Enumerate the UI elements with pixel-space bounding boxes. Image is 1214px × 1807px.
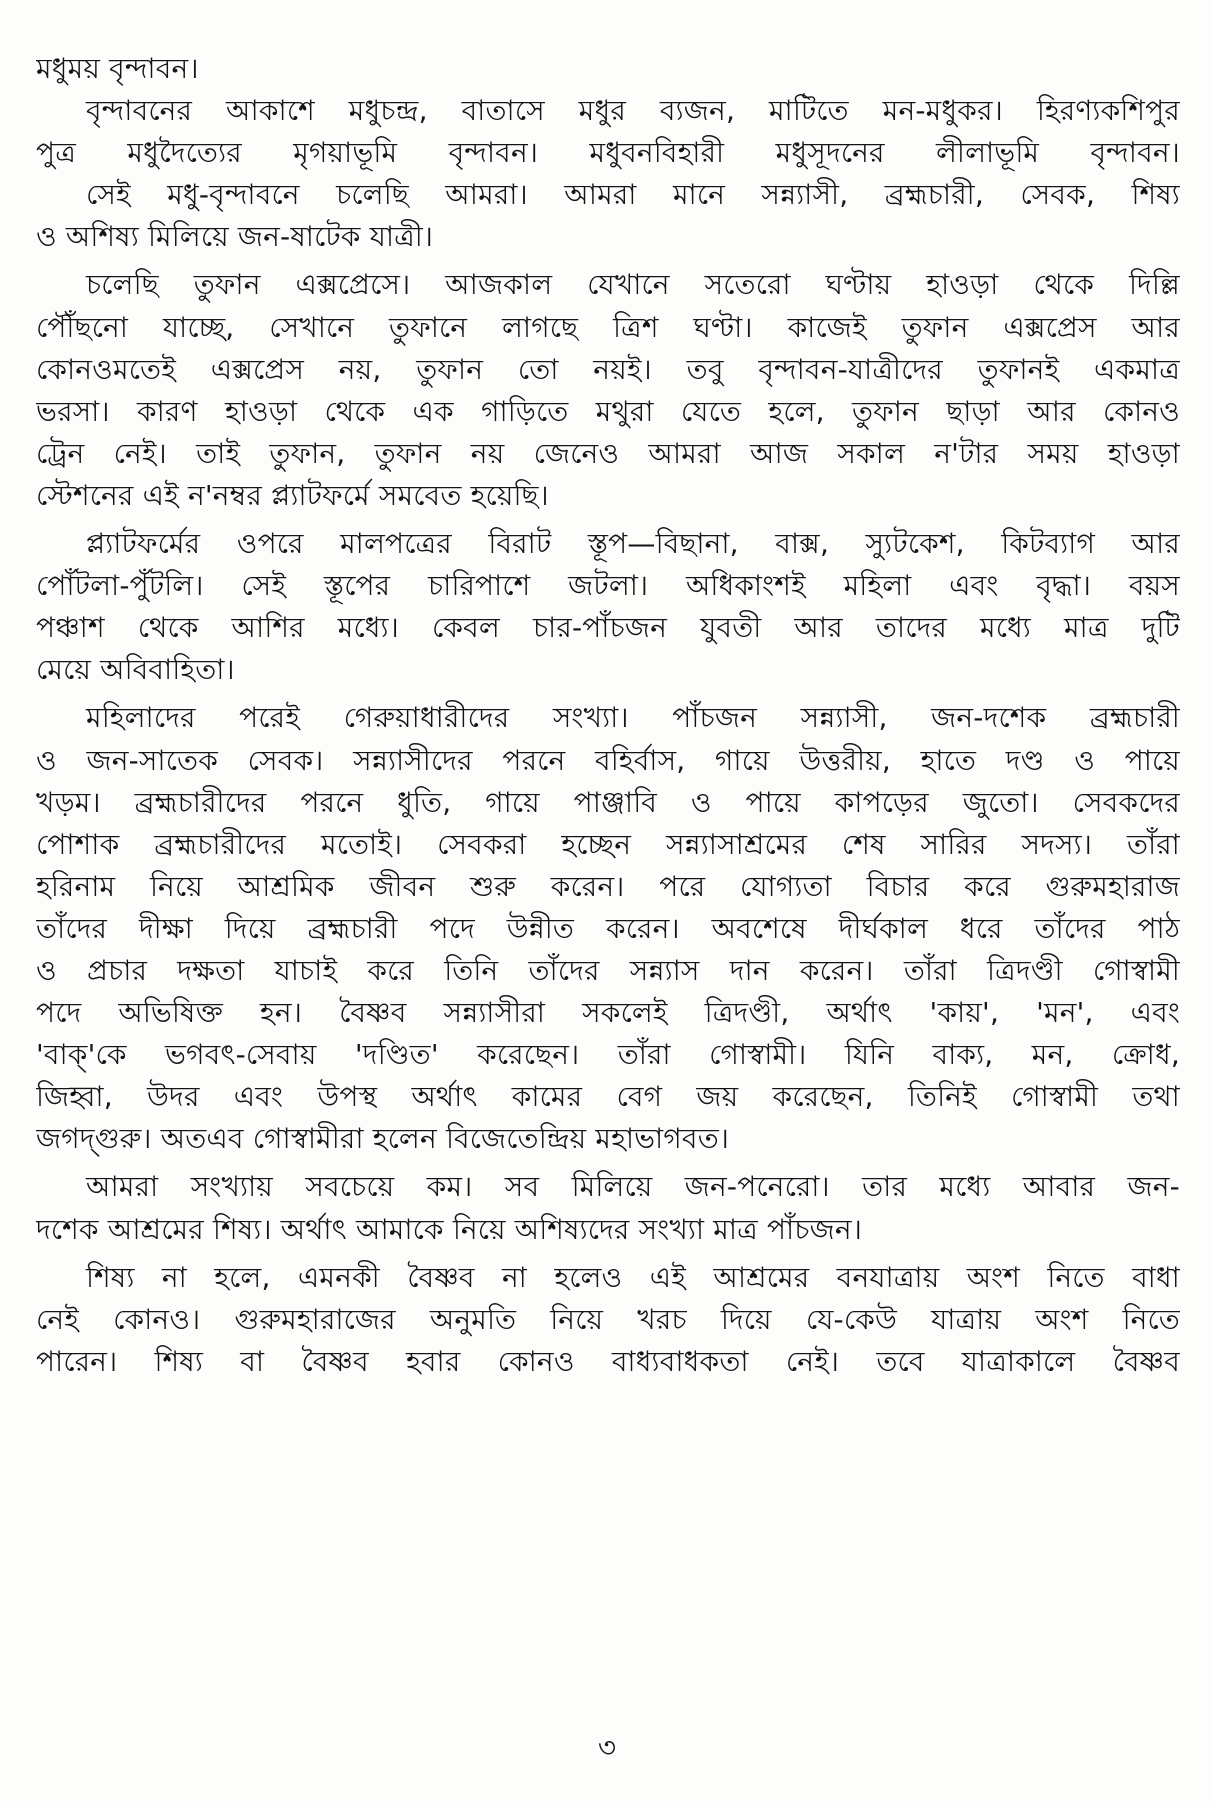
text-line: আমরা সংখ্যায় সবচেয়ে কম। সব মিলিয়ে জন-পনেরো। তার মধ্যে আবার জন- (86, 1170, 1180, 1204)
text-line: নেই কোনও। গুরুমহারাজের অনুমতি নিয়ে খরচ দিয়ে যে-কেউ যাত্রায় অংশ নিতে (36, 1302, 1180, 1336)
text-line: পদে অভিষিক্ত হন। বৈষ্ণব সন্ন্যাসীরা সকলেই ত্রিদণ্ডী, অর্থাৎ 'কায়', 'মন', এবং (36, 996, 1180, 1030)
text-line: মধুময় বৃন্দাবন। (36, 52, 199, 85)
text-line: প্ল্যাটফর্মের ওপরে মালপত্রের বিরাট স্তূপ—বিছানা, বাক্স, স্যুটকেশ, কিটব্যাগ আর (86, 527, 1180, 561)
text-line: ও জন-সাতেক সেবক। সন্ন্যাসীদের পরনে বহির্বাস, গায়ে উত্তরীয়, হাতে দণ্ড ও পায়ে (36, 743, 1180, 777)
text-line: চলেছি তুফান এক্সপ্রেসে। আজকাল যেখানে সতেরো ঘণ্টায় হাওড়া থেকে দিল্লি (86, 268, 1180, 302)
text-line: পঞ্চাশ থেকে আশির মধ্যে। কেবল চার-পাঁচজন যুবতী আর তাদের মধ্যে মাত্র দুটি (36, 611, 1180, 645)
page-number: ৩ (597, 1731, 617, 1764)
text-line: সেই মধু-বৃন্দাবনে চলেছি আমরা। আমরা মানে সন্ন্যাসী, ব্রহ্মচারী, সেবক, শিষ্য (86, 178, 1180, 212)
text-line: দশেক আশ্রমের শিষ্য। অর্থাৎ আমাকে নিয়ে অশিষ্যদের সংখ্যা মাত্র পাঁচজন। (36, 1212, 863, 1246)
text-line: পারেন। শিষ্য বা বৈষ্ণব হবার কোনও বাধ্যবাধকতা নেই। তবে যাত্রাকালে বৈষ্ণব (36, 1344, 1180, 1378)
text-line: কোনওমতেই এক্সপ্রেস নয়, তুফান তো নয়ই। তবু বৃন্দাবন-যাত্রীদের তুফানই একমাত্র (36, 352, 1180, 386)
text-line: পোশাক ব্রহ্মচারীদের মতোই। সেবকরা হচ্ছেন সন্ন্যাসাশ্রমের শেষ সারির সদস্য। তাঁরা (36, 827, 1180, 861)
text-line: মহিলাদের পরেই গেরুয়াধারীদের সংখ্যা। পাঁচজন সন্ন্যাসী, জন-দশেক ব্রহ্মচারী (86, 701, 1180, 735)
text-line: জগদ্গুরু। অতএব গোস্বামীরা হলেন বিজেতেন্দ্রিয় মহাভাগবত। (36, 1122, 730, 1156)
text-line: খড়ম। ব্রহ্মচারীদের পরনে ধুতি, গায়ে পাঞ্জাবি ও পায়ে কাপড়ের জুতো। সেবকদের (36, 785, 1180, 819)
text-line: জিহ্বা, উদর এবং উপস্থ অর্থাৎ কামের বেগ জয় করেছেন, তিনিই গোস্বামী তথা (36, 1080, 1180, 1114)
text-line: পৌঁছনো যাচ্ছে, সেখানে তুফানে লাগছে ত্রিশ ঘণ্টা। কাজেই তুফান এক্সপ্রেস আর (36, 310, 1180, 344)
text-line: স্টেশনের এই ন'নম্বর প্ল্যাটফর্মে সমবেত হয়েছি। (36, 478, 549, 512)
text-line: মেয়ে অবিবাহিতা। (36, 653, 235, 687)
text-line: ও প্রচার দক্ষতা যাচাই করে তিনি তাঁদের সন্ন্যাস দান করেন। তাঁরা ত্রিদণ্ডী গোস্বামী (36, 953, 1180, 987)
text-line: ও অশিষ্য মিলিয়ে জন-ষাটেক যাত্রী। (36, 220, 434, 254)
text-line: তাঁদের দীক্ষা দিয়ে ব্রহ্মচারী পদে উন্নীত করেন। অবশেষে দীর্ঘকাল ধরে তাঁদের পাঠ (36, 911, 1180, 945)
text-line: ভরসা। কারণ হাওড়া থেকে এক গাড়িতে মথুরা যেতে হলে, তুফান ছাড়া আর কোনও (36, 394, 1180, 428)
text-line: ট্রেন নেই। তাই তুফান, তুফান নয় জেনেও আমরা আজ সকাল ন'টার সময় হাওড়া (36, 436, 1180, 470)
text-line: শিষ্য না হলে, এমনকী বৈষ্ণব না হলেও এই আশ্রমের বনযাত্রায় অংশ নিতে বাধা (86, 1260, 1180, 1294)
text-line: পুত্র মধুদৈত্যের মৃগয়াভূমি বৃন্দাবন। মধুবনবিহারী মধুসূদনের লীলাভূমি বৃন্দাবন। (36, 136, 1180, 170)
text-line: বৃন্দাবনের আকাশে মধুচন্দ্র, বাতাসে মধুর ব্যজন, মাটিতে মন-মধুকর। হিরণ্যকশিপুর (86, 94, 1180, 128)
text-line: 'বাক্'কে ভগবৎ-সেবায় 'দণ্ডিত' করেছেন। তাঁরা গোস্বামী। যিনি বাক্য, মন, ক্রোধ, (36, 1038, 1180, 1072)
text-line: পোঁটলা-পুঁটলি। সেই স্তূপের চারিপাশে জটলা। অধিকাংশই মহিলা এবং বৃদ্ধা। বয়স (36, 569, 1180, 603)
text-line: হরিনাম নিয়ে আশ্রমিক জীবন শুরু করেন। পরে যোগ্যতা বিচার করে গুরুমহারাজ (36, 869, 1180, 903)
